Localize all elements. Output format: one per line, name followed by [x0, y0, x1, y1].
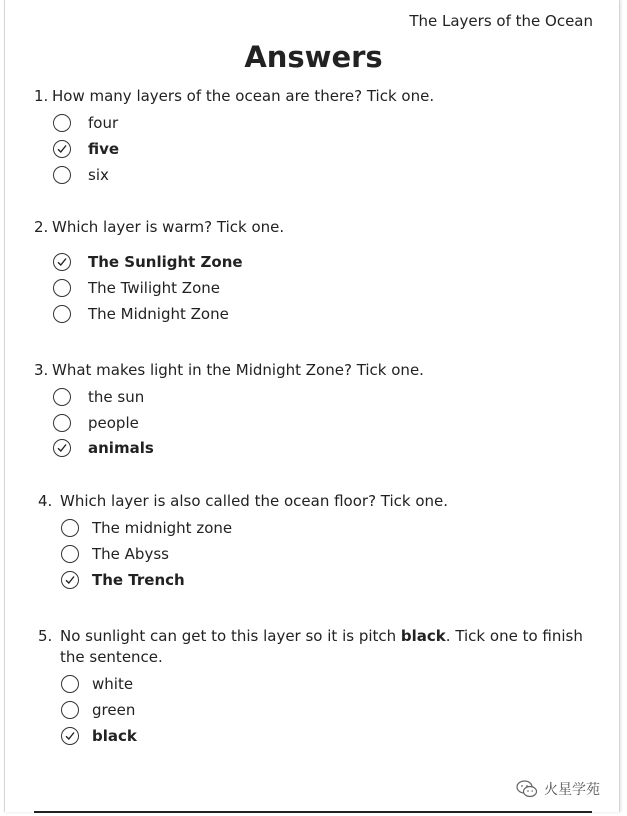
- question-text: [60, 626, 590, 668]
- radio-button[interactable]: [53, 279, 71, 297]
- option-animals[interactable]: [53, 437, 154, 459]
- question-text-part: . Tick one to finish: [445, 627, 583, 645]
- option-the-trench[interactable]: [61, 569, 185, 591]
- radio-button[interactable]: [61, 519, 79, 537]
- question-5: [38, 626, 598, 668]
- checkmark-icon: [56, 143, 68, 155]
- option-black[interactable]: [61, 725, 137, 747]
- radio-button-checked[interactable]: [61, 727, 79, 745]
- option-twilight-zone[interactable]: [53, 277, 220, 299]
- option-label: The Trench: [92, 571, 185, 589]
- option-green[interactable]: [61, 699, 135, 721]
- checkmark-icon: [56, 256, 68, 268]
- question-text: Which layer is also called the ocean floor? Tick one.: [60, 492, 449, 510]
- question-3: [34, 360, 594, 381]
- option-midnight-zone[interactable]: [53, 303, 229, 325]
- question-text-line2: the sentence.: [60, 648, 163, 666]
- radio-button[interactable]: [61, 701, 79, 719]
- checkmark-icon: [56, 442, 68, 454]
- option-label: The Abyss: [92, 545, 169, 563]
- option-the-sun[interactable]: [53, 386, 144, 408]
- radio-button[interactable]: [53, 388, 71, 406]
- page-title: Answers: [244, 40, 383, 74]
- option-midnight-zone-lower[interactable]: [61, 517, 232, 539]
- option-the-abyss[interactable]: [61, 543, 169, 565]
- radio-button[interactable]: [53, 166, 71, 184]
- question-number: 4.: [38, 492, 53, 510]
- question-text: Which layer is warm? Tick one.: [52, 218, 285, 236]
- option-label: five: [88, 140, 120, 158]
- radio-button-checked[interactable]: [53, 439, 71, 457]
- wechat-icon: [516, 779, 538, 799]
- option-white[interactable]: [61, 673, 133, 695]
- option-label: The Twilight Zone: [88, 279, 220, 297]
- option-label: four: [88, 114, 119, 132]
- radio-button[interactable]: [53, 414, 71, 432]
- option-label: The Sunlight Zone: [88, 253, 243, 271]
- question-2: [34, 217, 594, 238]
- question-number: 5.: [38, 627, 53, 645]
- watermark-text: 火星学苑: [544, 782, 600, 798]
- option-label: white: [92, 675, 134, 693]
- radio-button[interactable]: [53, 114, 71, 132]
- question-text-bold: black: [400, 627, 446, 645]
- question-text: How many layers of the ocean are there? Tick one.: [52, 87, 435, 105]
- radio-button[interactable]: [61, 675, 79, 693]
- question-1: [34, 86, 594, 107]
- header-title: The Layers of the Ocean: [409, 12, 593, 30]
- question-number: 3.: [34, 361, 49, 379]
- option-label: the sun: [88, 388, 145, 406]
- question-4: [38, 491, 598, 512]
- radio-button-checked[interactable]: [53, 253, 71, 271]
- question-text: What makes light in the Midnight Zone? Tick one.: [52, 361, 424, 379]
- option-label: six: [88, 166, 109, 184]
- option-label: people: [88, 414, 139, 432]
- radio-button[interactable]: [61, 545, 79, 563]
- question-number: 2.: [34, 218, 49, 236]
- option-people[interactable]: [53, 412, 139, 434]
- option-sunlight-zone[interactable]: [53, 251, 243, 273]
- radio-button[interactable]: [53, 305, 71, 323]
- question-text-part: No sunlight can get to this layer so it is pitch: [60, 627, 401, 645]
- option-label: green: [92, 701, 136, 719]
- watermark: [516, 778, 600, 800]
- radio-button-checked[interactable]: [53, 140, 71, 158]
- footer-rule: [34, 811, 592, 813]
- option-four[interactable]: [53, 112, 118, 134]
- option-label: black: [92, 727, 137, 745]
- option-six[interactable]: [53, 164, 109, 186]
- option-five[interactable]: [53, 138, 119, 160]
- radio-button-checked[interactable]: [61, 571, 79, 589]
- checkmark-icon: [64, 574, 76, 586]
- question-number: 1.: [34, 87, 49, 105]
- option-label: animals: [88, 439, 154, 457]
- checkmark-icon: [64, 730, 76, 742]
- option-label: The Midnight Zone: [88, 305, 229, 323]
- option-label: The midnight zone: [92, 519, 233, 537]
